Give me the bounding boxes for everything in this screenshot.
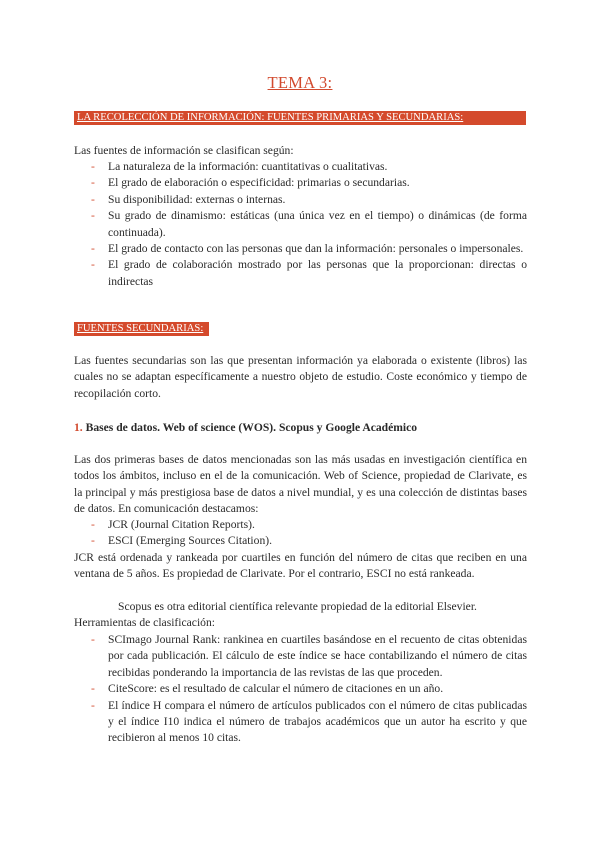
list-item: - Su grado de dinamismo: estáticas (una única vez en el tiempo) o dinámicas (de forma continuada). [91, 209, 527, 239]
dash-bullet-icon: - [91, 633, 95, 646]
list-item: - CiteScore: es el resultado de calcular el número de citaciones en un año. [74, 681, 527, 697]
list-item: - El grado de elaboración o especificidad: primarias o secundarias. [74, 175, 527, 191]
dash-bullet-icon: - [91, 209, 95, 223]
list-item: - ESCI (Emerging Sources Citation). [74, 533, 527, 549]
subheading-number: 1. [74, 421, 83, 434]
list-item: - JCR (Journal Citation Reports). [74, 517, 527, 533]
dash-bullet-icon: - [91, 534, 95, 548]
list-item: - El índice H compara el número de artículos publicados con el número de citas publicadas y el índice I10 indica el número de trabajos académicos que un autor ha escrito y que recibieron al menos 10 citas. [91, 698, 527, 745]
subheading-databases [74, 420, 527, 436]
list-item: - La naturaleza de la información: cuantitativas o cualitativas. [74, 159, 527, 175]
dash-bullet-icon: - [91, 160, 95, 173]
scopus-paragraph: Scopus es otra editorial científica relevante propiedad de la editorial Elsevier. [118, 600, 477, 613]
dash-bullet-icon: - [91, 682, 95, 696]
list-item: - SCImago Journal Rank: rankinea en cuartiles basándose en el recuento de citas obtenidas por cada publicación. El cálculo de este índice se hace contabilizando el número de citas recibidas ponderando la importancia de las revistas de las que proceden. [91, 633, 527, 679]
dash-bullet-icon: - [91, 242, 95, 256]
jcr-paragraph: JCR está ordenada y rankeada por cuartiles en función del número de citas que reciben en una ventana de 5 años. Es propiedad de Clarivate. Por el contrario, ESCI no está rankeada. [74, 551, 527, 581]
dash-bullet-icon: - [91, 258, 95, 272]
sources-intro: Las fuentes de información se clasifican según: [74, 144, 294, 157]
dash-bullet-icon: - [91, 192, 95, 206]
list-item: - Su disponibilidad: externas o internas. [74, 192, 527, 208]
classification-tools-list [74, 632, 527, 747]
dash-bullet-icon: - [91, 176, 95, 190]
list-item: - El grado de contacto con las personas que dan la información: personales o impersonales. [74, 241, 527, 257]
subheading-text: Bases de datos. Web of science (WOS). Scopus y Google Académico [85, 421, 418, 434]
dash-bullet-icon: - [91, 698, 95, 712]
section-heading-secondary: FUENTES SECUNDARIAS: [74, 322, 209, 336]
secondary-sources-intro: Las fuentes secundarias son las que presentan información ya elaborada o existente (libros) las cuales no se adaptan específicamente a nuestro objeto de estudio. Coste económico y tiempo de recopilación corto. [74, 354, 527, 400]
list-item: - El grado de colaboración mostrado por las personas que la proporcionan: directas o indirectas [91, 258, 527, 288]
page-title: TEMA 3: [267, 73, 333, 92]
tools-heading: Herramientas de clasificación: [74, 616, 215, 629]
dash-bullet-icon: - [91, 518, 95, 531]
databases-paragraph: Las dos primeras bases de datos mencionadas son las más usadas en investigación científica en todos los ámbitos, incluso en el de la comunicación. Web of Science, propiedad de Clarivate, es la principal y más prestigiosa base de datos a nivel mundial, y es una colección de distintas bases de datos. En comunicación destacamos: [74, 453, 527, 516]
wos-collections-list [74, 517, 527, 550]
section-heading-primary-secondary: LA RECOLECCIÓN DE INFORMACIÓN: FUENTES PRIMARIAS Y SECUNDARIAS: [74, 111, 526, 125]
classification-list [74, 159, 527, 290]
